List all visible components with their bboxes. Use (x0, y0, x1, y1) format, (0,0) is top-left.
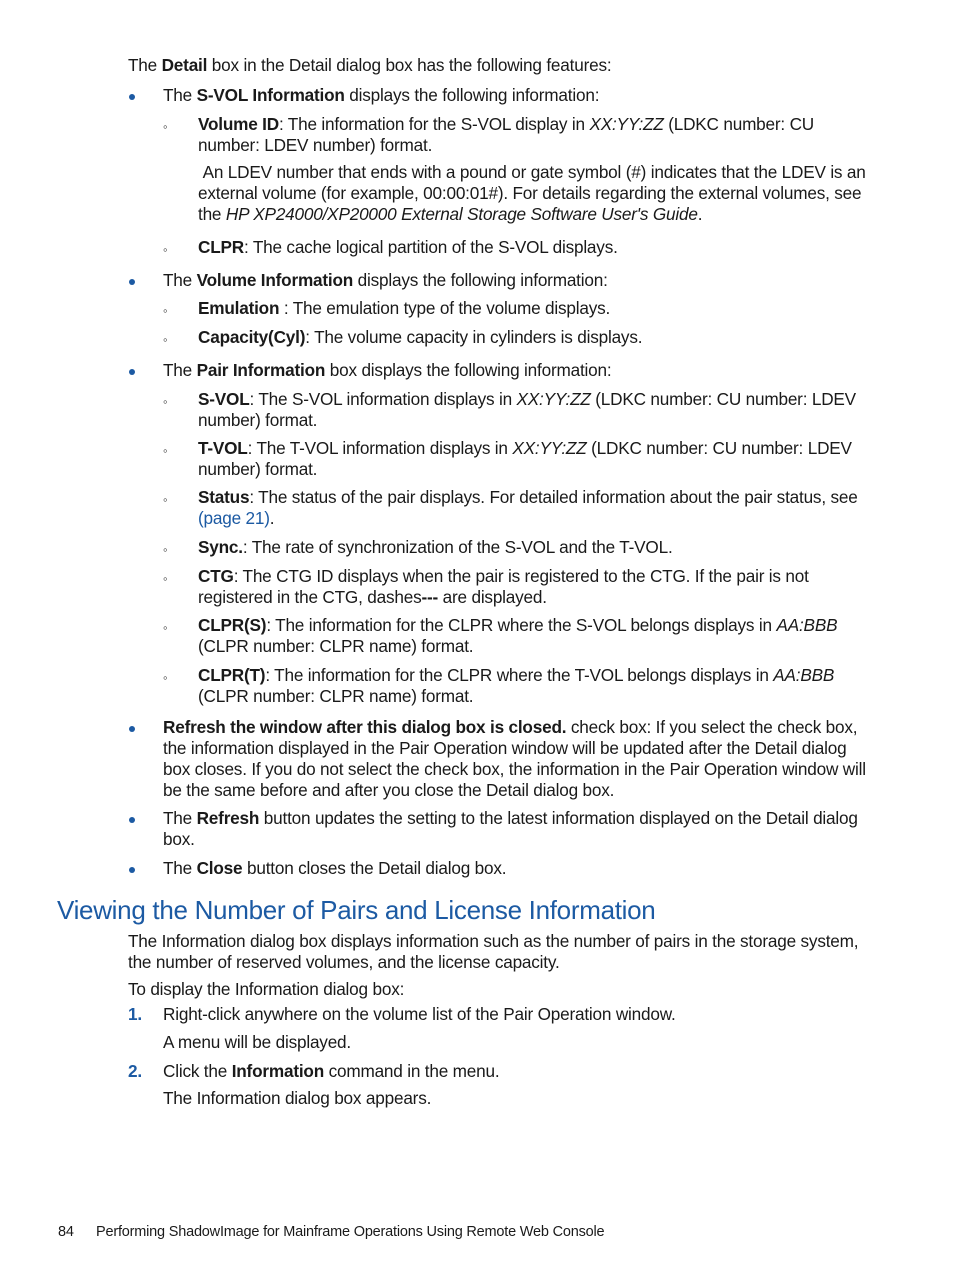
bullet-dot (129, 867, 135, 873)
sub-bullet-mark: ◦ (163, 492, 168, 507)
intro-paragraph: The Detail box in the Detail dialog box has the following features: (128, 55, 612, 75)
sub-bullet-mark: ◦ (163, 443, 168, 458)
bullet-refresh-checkbox: Refresh the window after this dialog box is closed. check box: If you select the check box, the information displayed in the Pair Operation window will be updated after the Detail dialog box closes. If you do not select the check box, the information in the Pair Operation window will be the same before and after you close the Detail dialog box. (163, 717, 866, 800)
sub-item-s-vol: S-VOL: The S-VOL information displays in XX:YY:ZZ (LDKC number: CU number: LDEV number) format. (198, 389, 856, 430)
step-1-result: A menu will be displayed. (163, 1032, 351, 1052)
ldev-note-paragraph: An LDEV number that ends with a pound or gate symbol (#) indicates that the LDEV is an external volume (for example, 00:00:01#). For details regarding the external volumes, see the HP XP24000/XP20000 External Storage Software User's Guide. (198, 162, 871, 224)
sub-bullet-mark: ◦ (163, 119, 168, 134)
sub-item-clpr-t: CLPR(T): The information for the CLPR where the T-VOL belongs displays in AA:BBB (CLPR number: CLPR name) format. (198, 665, 835, 706)
sub-item-status: Status: The status of the pair displays. For detailed information about the pair status, see (page 21). (198, 487, 858, 528)
sub-item-emulation: Emulation : The emulation type of the volume displays. (198, 298, 611, 318)
bullet-dot (129, 279, 135, 285)
footer-title: Performing ShadowImage for Mainframe Operations Using Remote Web Console (96, 1224, 605, 1240)
sub-bullet-mark: ◦ (163, 303, 168, 318)
section-paragraph-1: The Information dialog box displays information such as the number of pairs in the storage system, the number of reserved volumes, and the license capacity. (128, 931, 859, 972)
bullet-dot (129, 94, 135, 100)
step-number: 1. (128, 1004, 142, 1024)
bullet-volume-information: The Volume Information displays the following information: (163, 270, 608, 290)
sub-bullet-mark: ◦ (163, 670, 168, 685)
page-21-link[interactable]: (page 21) (198, 508, 270, 528)
step-1-text: Right-click anywhere on the volume list of the Pair Operation window. (163, 1004, 676, 1024)
sub-item-ctg: CTG: The CTG ID displays when the pair is registered to the CTG. If the pair is not registered in the CTG, dashes--- are displayed. (198, 566, 809, 607)
section-heading: Viewing the Number of Pairs and License Information (57, 895, 656, 925)
bullet-dot (129, 726, 135, 732)
step-2-result: The Information dialog box appears. (163, 1088, 432, 1108)
sub-bullet-mark: ◦ (163, 571, 168, 586)
bullet-pair-information: The Pair Information box displays the following information: (163, 360, 612, 380)
section-paragraph-2: To display the Information dialog box: (128, 979, 405, 999)
sub-item-sync: Sync.: The rate of synchronization of the S-VOL and the T-VOL. (198, 537, 673, 557)
sub-bullet-mark: ◦ (163, 394, 168, 409)
step-number: 2. (128, 1061, 142, 1081)
sub-bullet-mark: ◦ (163, 332, 168, 347)
bullet-dot (129, 369, 135, 375)
sub-item-capacity: Capacity(Cyl): The volume capacity in cylinders is displays. (198, 327, 643, 347)
intro-bold: Detail (161, 55, 208, 75)
sub-bullet-mark: ◦ (163, 620, 168, 635)
sub-bullet-mark: ◦ (163, 242, 168, 257)
sub-item-volume-id: Volume ID: The information for the S-VOL display in XX:YY:ZZ (LDKC number: CU number: LDEV number) format. (198, 114, 814, 155)
bullet-close-button: The Close button closes the Detail dialog box. (163, 858, 507, 878)
bullet-refresh-button: The Refresh button updates the setting to the latest information displayed on the Detail dialog box. (163, 808, 858, 849)
bullet-dot (129, 817, 135, 823)
page-number: 84 (58, 1224, 74, 1240)
bullet-svol-information: The S-VOL Information displays the following information: (163, 85, 600, 105)
sub-item-t-vol: T-VOL: The T-VOL information displays in XX:YY:ZZ (LDKC number: CU number: LDEV number) format. (198, 438, 852, 479)
step-2-text: Click the Information command in the menu. (163, 1061, 500, 1081)
sub-item-clpr-s: CLPR(S): The information for the CLPR where the S-VOL belongs displays in AA:BBB (CLPR number: CLPR name) format. (198, 615, 838, 656)
sub-bullet-mark: ◦ (163, 542, 168, 557)
sub-item-clpr: CLPR: The cache logical partition of the S-VOL displays. (198, 237, 618, 257)
